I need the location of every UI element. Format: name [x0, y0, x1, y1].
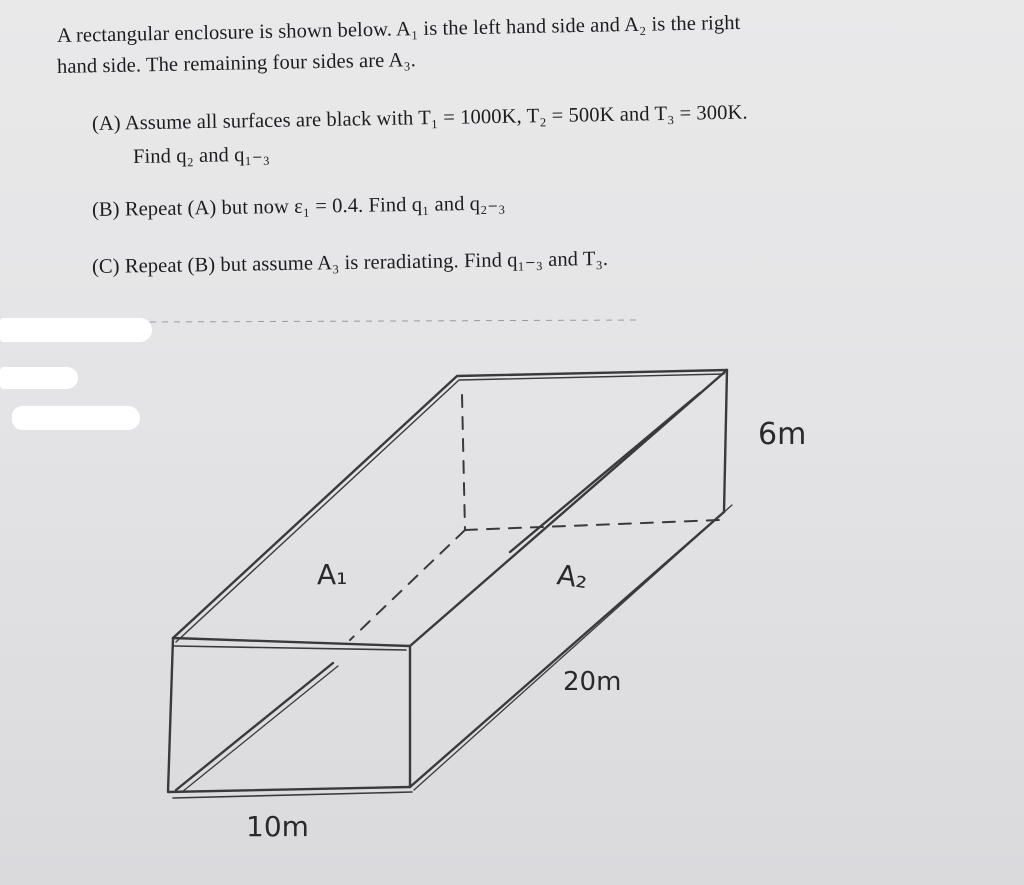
problem-intro-line-1: A rectangular enclosure is shown below. A₁ is the left hand side and A₂ is the right: [56, 11, 741, 47]
part-a-line-2: Find q₂ and q₁₋₃: [132, 143, 271, 168]
problem-intro-line-2: hand side. The remaining four sides are A₃.: [56, 49, 417, 78]
part-b-question: (B) Repeat (A) but now ε₁ = 0.4. Find q₁ and q₂₋₃: [91, 192, 506, 221]
hidden-diagonal-edge: [350, 530, 465, 640]
part-c-question: (C) Repeat (B) but assume A₃ is reradiating. Find q₁₋₃ and T₃.: [91, 247, 609, 278]
hidden-vertical-edge: [462, 395, 465, 530]
part-a-line-1: (A) Assume all surfaces are black with T₁ = 1000K, T₂ = 500K and T₃ = 300K.: [91, 101, 748, 135]
dimension-width-label: 10m: [246, 810, 309, 843]
dimension-height-label: 6m: [758, 417, 807, 452]
bottom-right-edge: [410, 512, 724, 787]
front-face-edge: [168, 638, 410, 792]
top-face-diagonal: [510, 393, 700, 552]
back-right-vertical-edge: [724, 370, 727, 512]
hidden-bottom-edge: [465, 520, 720, 530]
top-face-edge: [173, 370, 727, 646]
label-a1: A₁: [317, 558, 348, 591]
front-face-diagonal-double: [182, 666, 338, 792]
bottom-right-edge-double: [414, 505, 732, 790]
dimension-length-label: 20m: [563, 667, 622, 697]
front-face-diagonal: [176, 663, 333, 790]
label-a2: A₂: [555, 558, 590, 596]
front-face-edge-double: [173, 646, 412, 798]
top-face-edge-double: [176, 374, 724, 642]
